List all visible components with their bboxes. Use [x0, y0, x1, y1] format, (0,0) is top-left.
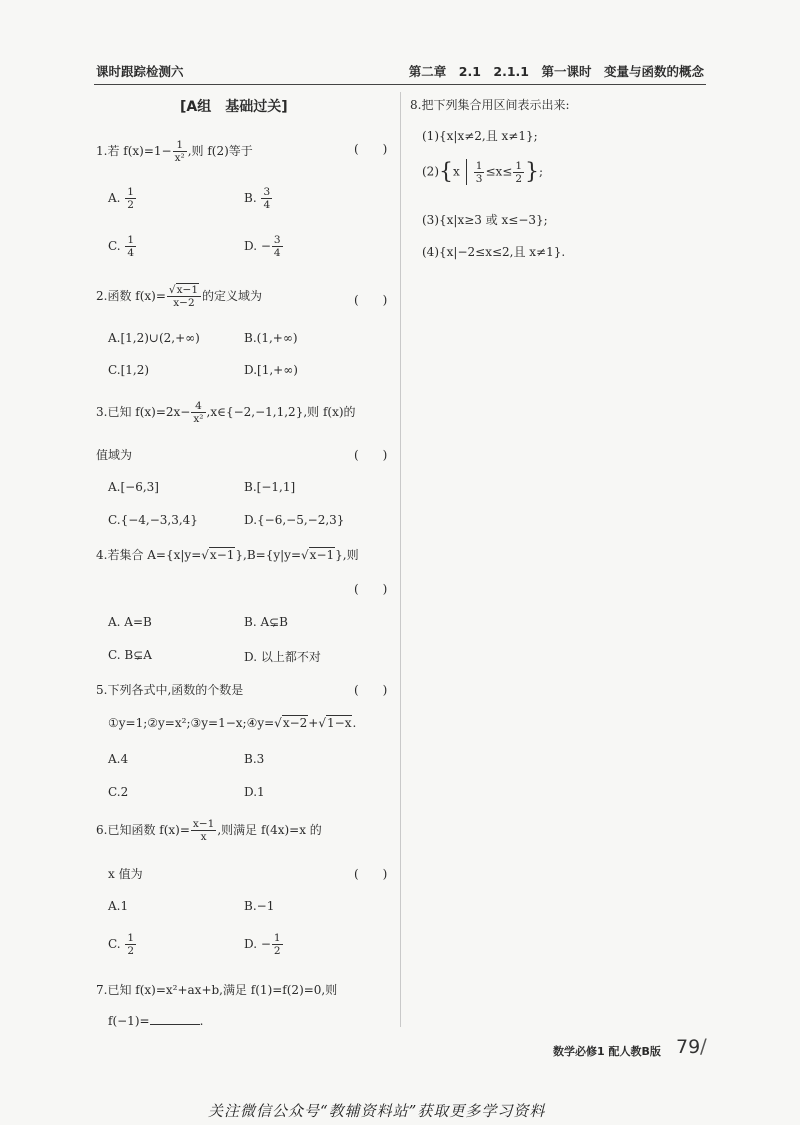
page-number: 79 [676, 1036, 701, 1058]
question-3-option-a: A.[−6,3] [108, 480, 159, 494]
section-title: [A组 基础过关] [180, 99, 288, 115]
page-slash: / [700, 1034, 707, 1058]
question-5-stem: 5.下列各式中,函数的个数是 [96, 683, 244, 697]
question-2-option-c: C.[1,2) [108, 363, 150, 377]
question-1-option-b: B. $\frac{3}{4}$ [244, 186, 271, 211]
question-8-part-1: (1){x|x≠2,且 x≠1}; [422, 129, 538, 143]
question-1-stem: 1.若 f(x)=1− $\frac{1}{\text{x²}}$ ,则 f(2)等于 [96, 139, 253, 164]
question-5-option-d: D.1 [244, 785, 265, 799]
header-right: 第二章 2.1 2.1.1 第一课时 变量与函数的概念 [408, 64, 704, 79]
question-8-stem: 8.把下列集合用区间表示出来: [410, 98, 570, 112]
question-2-answer-paren: ( ) [354, 293, 388, 307]
question-5-option-c: C.2 [108, 785, 129, 799]
question-6-option-c: C. $\frac{1}{2}$ [108, 932, 135, 957]
question-1-answer-paren: ( ) [354, 142, 388, 156]
question-6-option-b: B.−1 [244, 899, 275, 913]
question-3-answer-paren: ( ) [354, 448, 388, 462]
question-6-stem: 6.已知函数 f(x)= $\frac{x-1}{x}$ ,则满足 f(4x)=x 的 [96, 818, 322, 843]
question-8-part-3: (3){x|x≥3 或 x≤−3}; [422, 213, 548, 227]
book-edition-badge: 数学必修1 配人教B版 [553, 1045, 661, 1058]
question-4-option-d: D. 以上都不对 [244, 650, 321, 664]
question-3-stem: 3.已知 f(x)=2x− $\frac{4}{\text{x²}}$ ,x∈{−2,−1,1,2},则 f(x)的 [96, 400, 356, 425]
question-3-option-c: C.{−4,−3,3,4} [108, 513, 198, 527]
question-6-answer-paren: ( ) [354, 867, 388, 881]
question-1-option-c: C. $\frac{1}{4}$ [108, 234, 135, 259]
question-6-stem-line2: x 值为 [108, 867, 143, 881]
handwritten-watermark: 关注微信公众号“教辅资料站”获取更多学习资料 [208, 1102, 546, 1120]
question-4-option-c: C. B⊊A [108, 648, 152, 662]
header-left: 课时跟踪检测六 [96, 64, 184, 79]
question-2-option-b: B.(1,+∞) [244, 331, 298, 345]
question-8-part-4: (4){x|−2≤x≤2,且 x≠1}. [422, 245, 566, 259]
question-7-stem: 7.已知 f(x)=x²+ax+b,满足 f(1)=f(2)=0,则 [96, 983, 338, 997]
question-3-option-b: B.[−1,1] [244, 480, 296, 494]
question-5-option-b: B.3 [244, 752, 265, 766]
header-rule [94, 84, 706, 85]
question-3-stem-line2: 值域为 [96, 448, 133, 462]
question-4-option-a: A. A=B [108, 615, 152, 629]
question-1-option-d: D. − $\frac{3}{4}$ [244, 234, 281, 259]
question-3-option-d: D.{−6,−5,−2,3} [244, 513, 345, 527]
column-divider [400, 92, 401, 1027]
question-6-option-d: D. − $\frac{1}{2}$ [244, 932, 281, 957]
question-5-option-a: A.4 [108, 752, 129, 766]
question-5-answer-paren: ( ) [354, 683, 388, 697]
question-4-option-b: B. A⊊B [244, 615, 288, 629]
question-1-option-a: A. $\frac{1}{2}$ [108, 186, 134, 211]
question-5-items: ①y=1;②y=x²;③y=1−x;④y=√x−2+√1−x. [108, 716, 357, 730]
question-4-answer-paren: ( ) [354, 582, 388, 596]
question-8-part-2: (2){x $\frac{1}{3}$ ≤x≤ $\frac{1}{2}$ }; [422, 159, 544, 185]
question-4-stem: 4.若集合 A={x|y=√x−1},B={y|y=√x−1},则 [96, 548, 359, 562]
answer-blank[interactable] [150, 1024, 200, 1025]
question-6-option-a: A.1 [108, 899, 129, 913]
question-7-answer-line: f(−1)= . [108, 1014, 204, 1028]
question-2-option-a: A.[1,2)∪(2,+∞) [108, 331, 200, 345]
question-2-stem: 2.函数 f(x)= $\frac{√x-1}{x-2}$ 的定义域为 [96, 284, 263, 309]
question-2-option-d: D.[1,+∞) [244, 363, 298, 377]
